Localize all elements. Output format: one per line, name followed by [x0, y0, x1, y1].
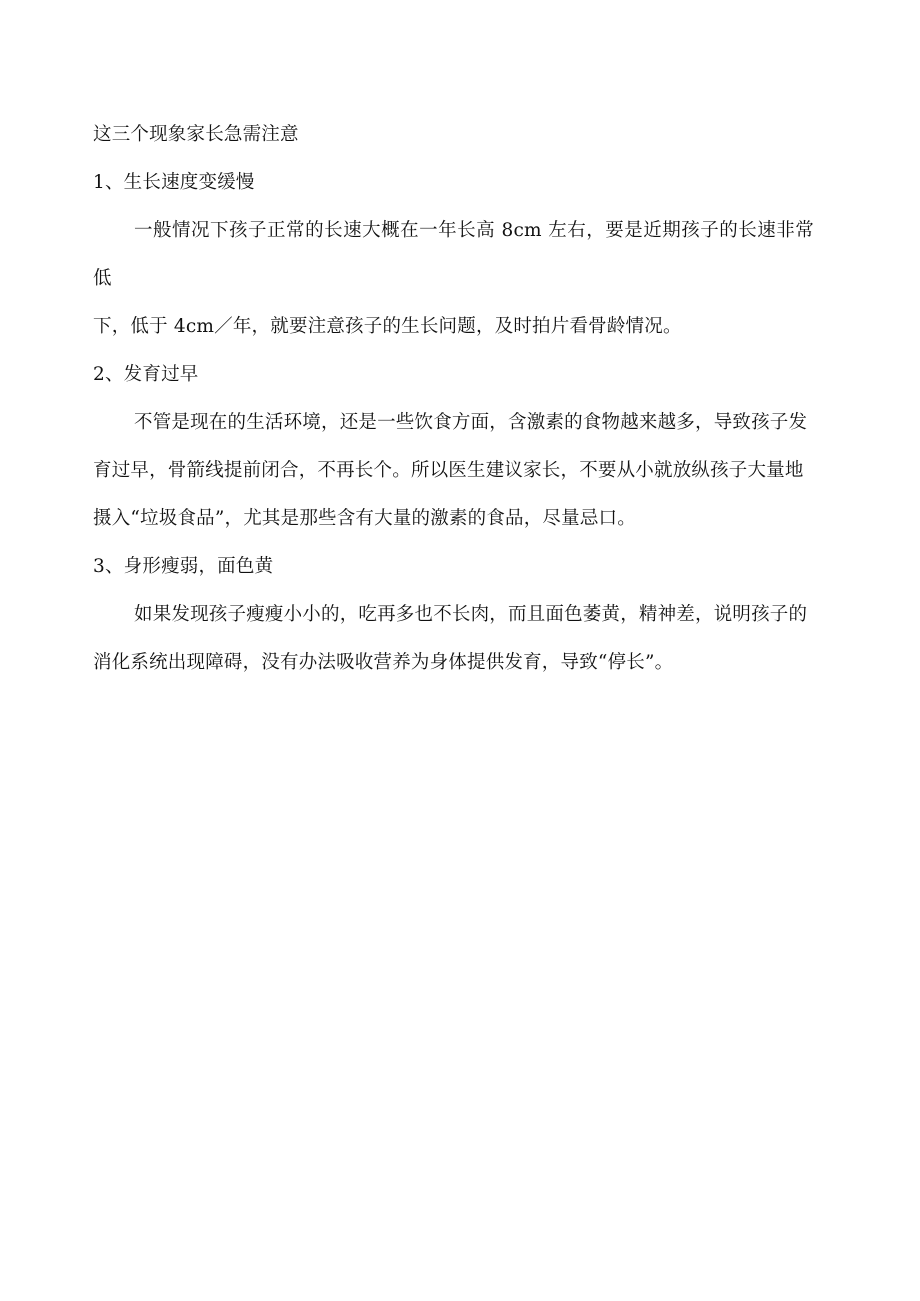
intro-line: 这三个现象家长急需注意: [93, 124, 299, 145]
section-paragraph-2: [52, 399, 814, 543]
section-heading-1: 1、生长速度变缓慢: [93, 172, 255, 193]
paragraph-line: 不管是现在的生活环境，还是一些饮食方面，含激素的食物越来越多，导致孩子发: [134, 412, 808, 433]
section-heading-3: 3、身形瘦弱，面色黄: [93, 556, 274, 577]
paragraph-line: 消化系统出现障碍，没有办法吸收营养为身体提供发育，导致“停长”。: [93, 652, 674, 673]
paragraph-line: 下，低于 4cm／年，就要注意孩子的生长问题，及时拍片看骨龄情况。: [93, 316, 682, 337]
section-heading-2: 2、发育过早: [93, 364, 199, 385]
document-body: [52, 111, 814, 687]
paragraph-line: 育过早，骨箭线提前闭合，不再长个。所以医生建议家长，不要从小就放纵孩子大量地: [93, 460, 804, 481]
paragraph-line: 一般情况下孩子正常的长速大概在一年长高 8cm 左右，要是近期孩子的长速非常低: [93, 220, 814, 289]
paragraph-line: 如果发现孩子瘦瘦小小的，吃再多也不长肉，而且面色萎黄，精神差，说明孩子的: [134, 604, 808, 625]
section-paragraph-1: [52, 207, 814, 351]
paragraph-line: 摄入“垃圾食品”，尤其是那些含有大量的激素的食品，尽量忌口。: [93, 508, 636, 529]
section-paragraph-3: [52, 591, 814, 687]
